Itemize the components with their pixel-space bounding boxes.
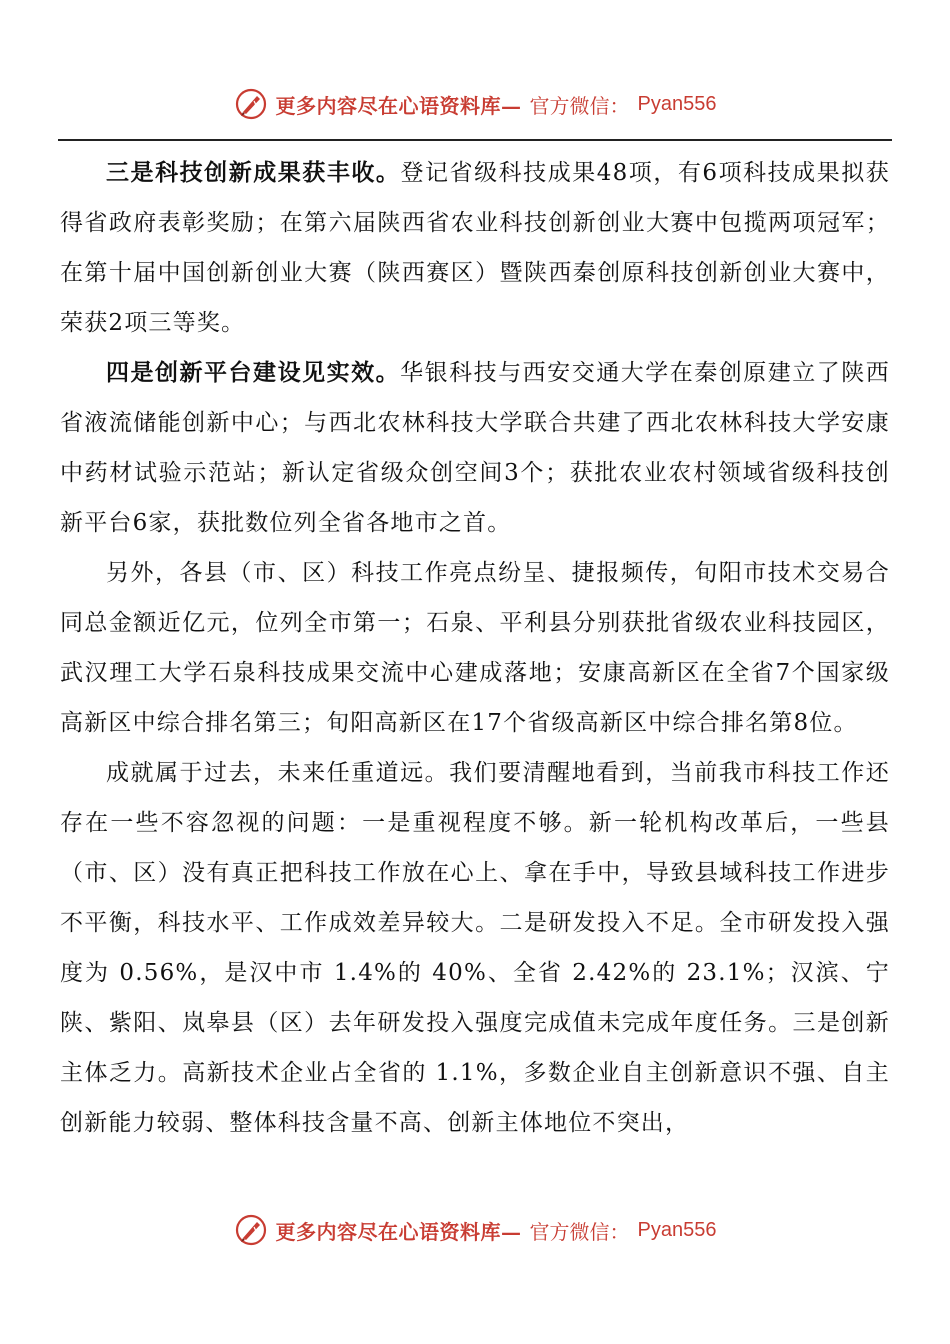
paragraph-text: 登记省级科技成果48项，有6项科技成果拟获得省政府表彰奖励；在第六届陕西省农业科技创新创业大赛中包揽两项冠军；在第十届中国创新创业大赛（陕西赛区）暨陕西秦创原科技创新创业大赛中，荣获2项三等奖。 (60, 160, 890, 336)
paragraph-text: 华银科技与西安交通大学在秦创原建立了陕西省液流储能创新中心；与西北农林科技大学联合共建了西北农林科技大学安康中药材试验示范站；新认定省级众创空间3个；获批农业农村领域省级科技创新平台6家，获批数位列全省各地市之首。 (60, 360, 891, 536)
header-divider (58, 139, 892, 141)
footer-wechat-label: 官方微信： (529, 1219, 630, 1244)
paragraph-problems (60, 748, 890, 1148)
pen-circle-logo-icon (234, 87, 268, 121)
header-wechat-id: Pyan556 (637, 92, 717, 115)
pen-circle-logo-icon (234, 1213, 268, 1247)
paragraph-county-highlights (60, 548, 890, 748)
footer-wechat-id: Pyan556 (637, 1218, 717, 1241)
paragraph-lead: 四是创新平台建设见实效。 (106, 359, 401, 386)
document-body (60, 148, 890, 1148)
paragraph-lead: 三是科技创新成果获丰收。 (106, 159, 401, 186)
paragraph-achievements (60, 148, 890, 348)
paragraph-text: 成就属于过去，未来任重道远。我们要清醒地看到，当前我市科技工作还存在一些不容忽视的问题：一是重视程度不够。新一轮机构改革后，一些县（市、区）没有真正把科技工作放在心上、拿在手中，导致县域科技工作进步不平衡，科技水平、工作成效差异较大。二是研发投入不足。全市研发投入强度为 0.56%，是汉中市 1.4%的 40%、全省 2.42%的 23.1%；汉滨、宁陕、紫阳、岚皋县（区）去年研发投入强度完成值未完成年度任务。三是创新主体乏力。高新技术企业占全省的 1.1%，多数企业自主创新意识不强、自主创新能力较弱、整体科技含量不高、创新主体地位不突出， (60, 760, 890, 1136)
header-wechat-label: 官方微信： (529, 93, 630, 118)
footer-site-text: 更多内容尽在心语资料库— (275, 1219, 522, 1244)
footer-banner (0, 1210, 950, 1250)
paragraph-platforms (60, 348, 890, 548)
header-site-text: 更多内容尽在心语资料库— (275, 93, 522, 118)
header-banner (0, 84, 950, 124)
paragraph-text: 另外，各县（市、区）科技工作亮点纷呈、捷报频传，旬阳市技术交易合同总金额近亿元，位列全市第一；石泉、平利县分别获批省级农业科技园区，武汉理工大学石泉科技成果交流中心建成落地；安康高新区在全省7个国家级高新区中综合排名第三；旬阳高新区在17个省级高新区中综合排名第8位。 (60, 560, 890, 736)
